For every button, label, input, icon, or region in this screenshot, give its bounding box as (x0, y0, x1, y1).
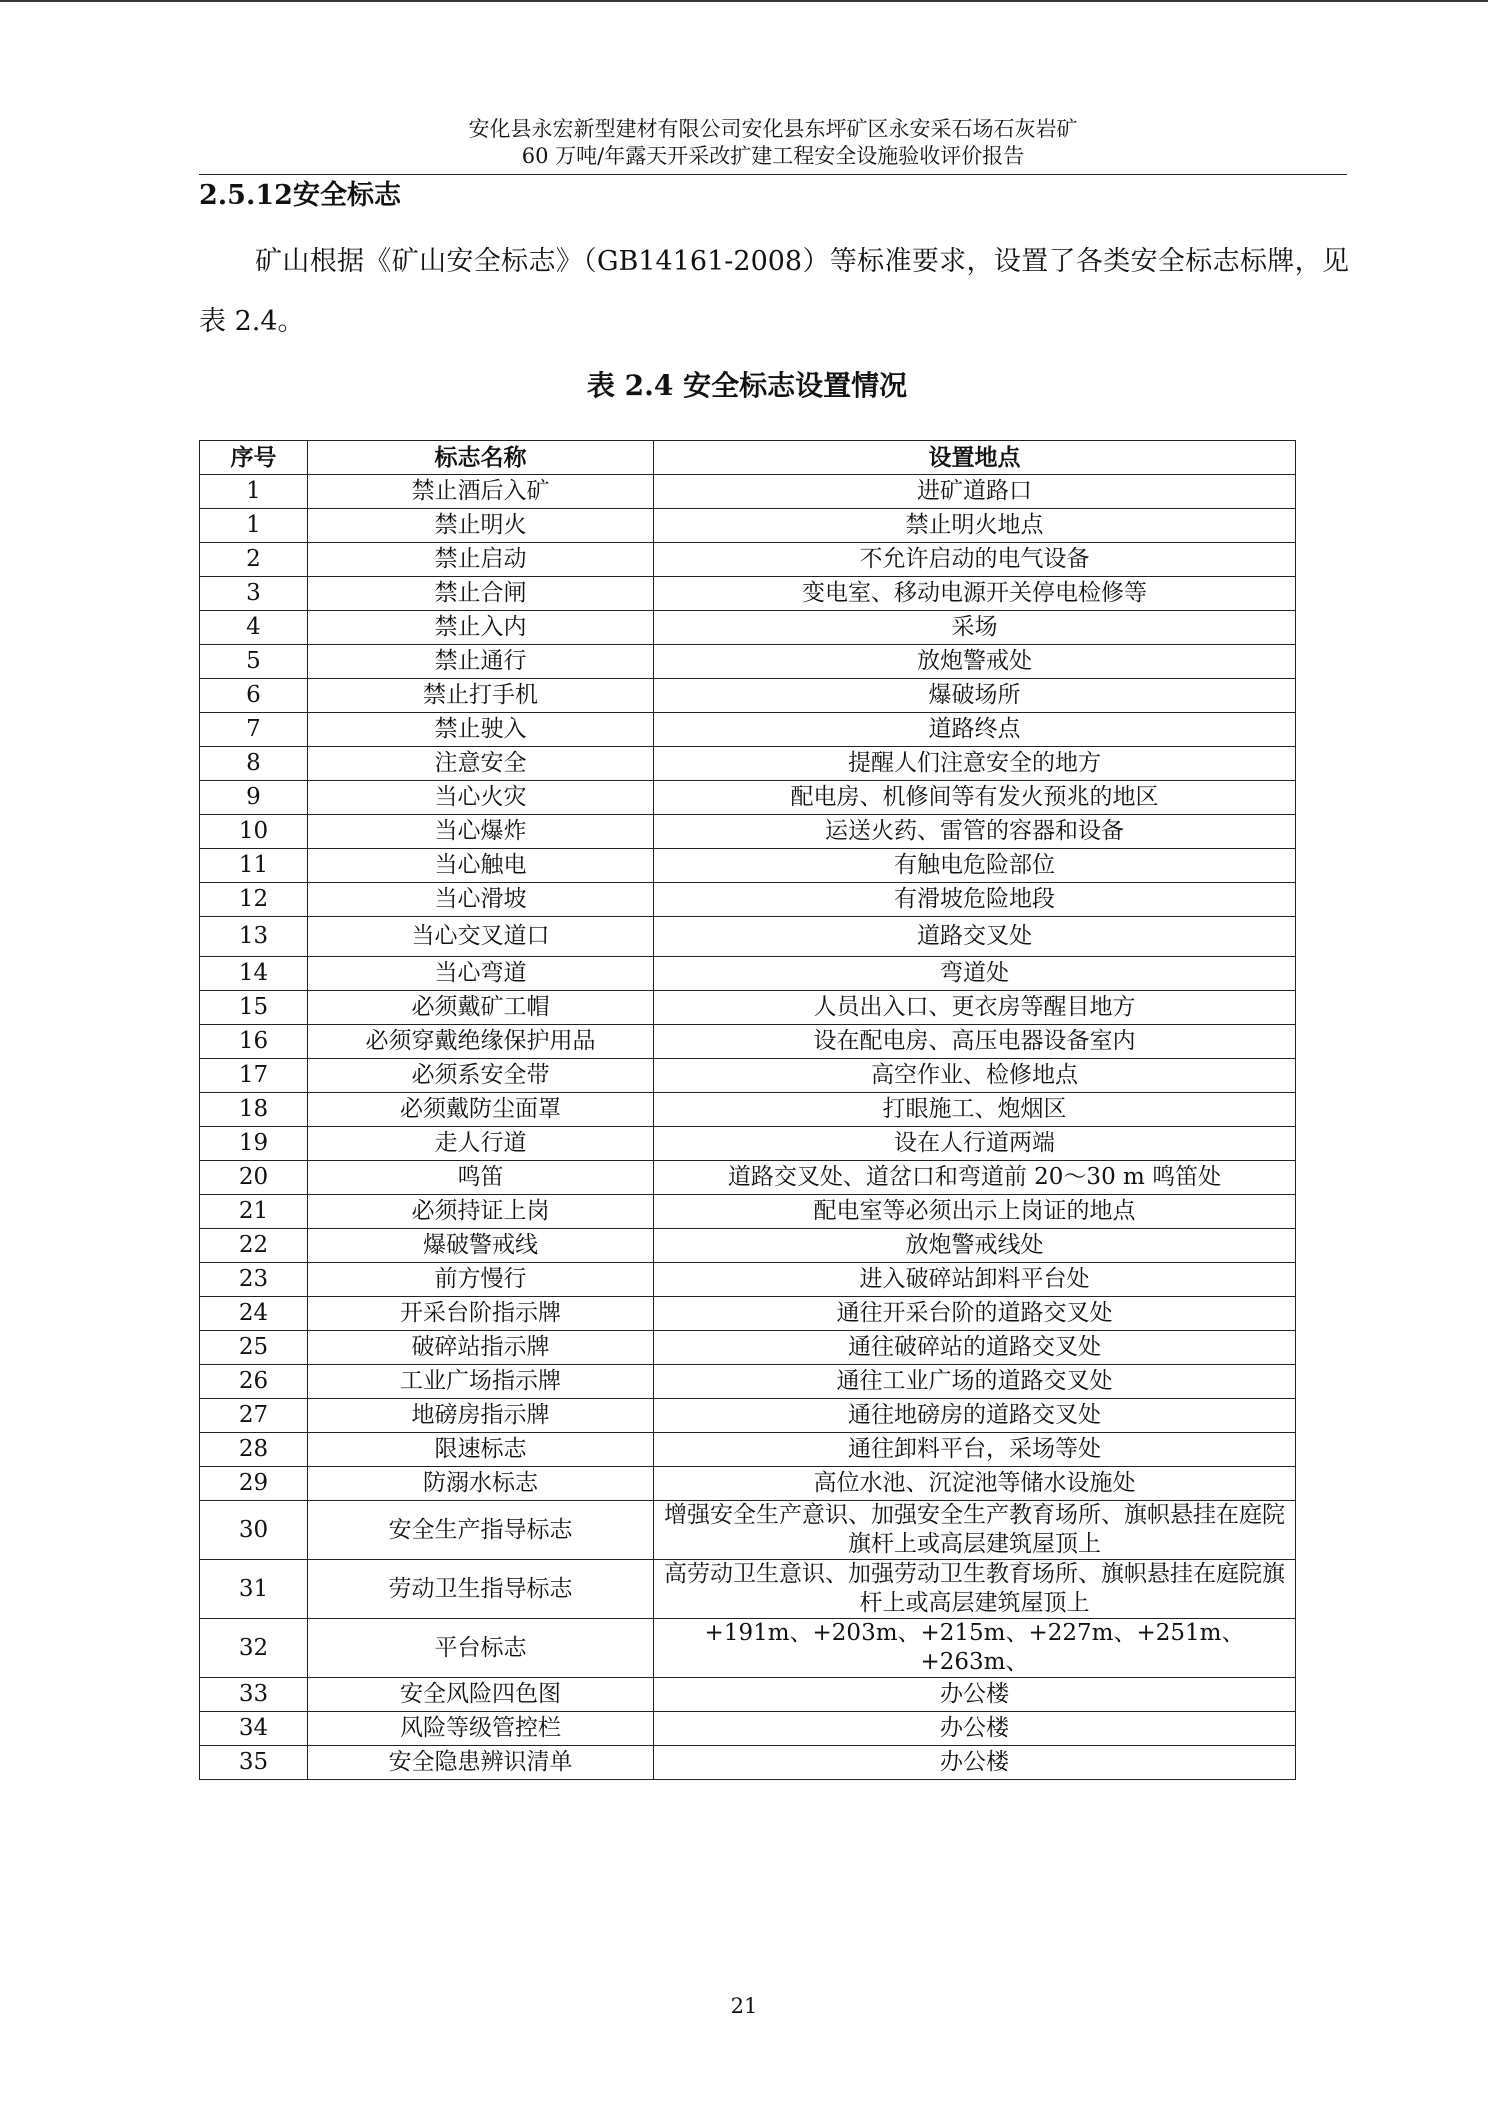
cell-sign-name: 安全风险四色图 (308, 1678, 654, 1712)
cell-sign-name: 前方慢行 (308, 1263, 654, 1297)
cell-number: 8 (200, 747, 308, 781)
cell-sign-name: 禁止驶入 (308, 713, 654, 747)
cell-sign-name: 开采台阶指示牌 (308, 1297, 654, 1331)
table-row (200, 747, 1296, 781)
cell-sign-name: 注意安全 (308, 747, 654, 781)
table-row (200, 1093, 1296, 1127)
table-row (200, 883, 1296, 917)
table-row (200, 1619, 1296, 1678)
cell-sign-name: 禁止合闸 (308, 577, 654, 611)
cell-number: 17 (200, 1059, 308, 1093)
table-row (200, 1195, 1296, 1229)
cell-location: 高劳动卫生意识、加强劳动卫生教育场所、旗帜悬挂在庭院旗杆上或高层建筑屋顶上 (654, 1560, 1296, 1619)
table-row (200, 645, 1296, 679)
cell-sign-name: 禁止启动 (308, 543, 654, 577)
cell-number: 25 (200, 1331, 308, 1365)
table-row (200, 1229, 1296, 1263)
cell-location: 放炮警戒处 (654, 645, 1296, 679)
table-row (200, 577, 1296, 611)
cell-number: 3 (200, 577, 308, 611)
table-row (200, 509, 1296, 543)
table-row (200, 815, 1296, 849)
cell-sign-name: 破碎站指示牌 (308, 1331, 654, 1365)
cell-location: 通往开采台阶的道路交叉处 (654, 1297, 1296, 1331)
cell-location: 增强安全生产意识、加强安全生产教育场所、旗帜悬挂在庭院旗杆上或高层建筑屋顶上 (654, 1501, 1296, 1560)
cell-sign-name: 禁止明火 (308, 509, 654, 543)
cell-sign-name: 必须穿戴绝缘保护用品 (308, 1025, 654, 1059)
cell-number: 28 (200, 1433, 308, 1467)
cell-number: 23 (200, 1263, 308, 1297)
table-row (200, 1331, 1296, 1365)
cell-number: 2 (200, 543, 308, 577)
cell-sign-name: 地磅房指示牌 (308, 1399, 654, 1433)
cell-number: 29 (200, 1467, 308, 1501)
cell-location: 爆破场所 (654, 679, 1296, 713)
cell-number: 11 (200, 849, 308, 883)
table-row (200, 713, 1296, 747)
cell-number: 5 (200, 645, 308, 679)
cell-location: 禁止明火地点 (654, 509, 1296, 543)
safety-sign-table (199, 440, 1296, 1780)
table-row (200, 957, 1296, 991)
cell-number: 26 (200, 1365, 308, 1399)
cell-sign-name: 平台标志 (308, 1619, 654, 1678)
cell-location: 道路交叉处、道岔口和弯道前 20～30 m 鸣笛处 (654, 1161, 1296, 1195)
cell-number: 13 (200, 917, 308, 957)
header-divider (199, 174, 1347, 175)
cell-sign-name: 禁止入内 (308, 611, 654, 645)
cell-number: 33 (200, 1678, 308, 1712)
cell-location: 弯道处 (654, 957, 1296, 991)
table-row (200, 1399, 1296, 1433)
table-row (200, 1746, 1296, 1780)
table-row (200, 1501, 1296, 1560)
header-cell-sign-name: 标志名称 (308, 441, 654, 475)
cell-location: 变电室、移动电源开关停电检修等 (654, 577, 1296, 611)
table-row (200, 679, 1296, 713)
table-row (200, 1161, 1296, 1195)
cell-sign-name: 安全生产指导标志 (308, 1501, 654, 1560)
header-line-2: 60 万吨/年露天开采改扩建工程安全设施验收评价报告 (521, 144, 1025, 168)
cell-sign-name: 必须戴矿工帽 (308, 991, 654, 1025)
cell-sign-name: 风险等级管控栏 (308, 1712, 654, 1746)
table-caption: 表 2.4 安全标志设置情况 (586, 369, 908, 402)
cell-location: 高空作业、检修地点 (654, 1059, 1296, 1093)
cell-number: 1 (200, 475, 308, 509)
cell-number: 4 (200, 611, 308, 645)
cell-sign-name: 劳动卫生指导标志 (308, 1560, 654, 1619)
cell-number: 14 (200, 957, 308, 991)
cell-sign-name: 鸣笛 (308, 1161, 654, 1195)
header-cell-location: 设置地点 (654, 441, 1296, 475)
cell-sign-name: 必须戴防尘面罩 (308, 1093, 654, 1127)
cell-number: 22 (200, 1229, 308, 1263)
cell-number: 30 (200, 1501, 308, 1560)
header-cell-number: 序号 (200, 441, 308, 475)
cell-number: 15 (200, 991, 308, 1025)
cell-location: 道路交叉处 (654, 917, 1296, 957)
cell-location: 进矿道路口 (654, 475, 1296, 509)
cell-sign-name: 禁止通行 (308, 645, 654, 679)
table-row (200, 543, 1296, 577)
table-row (200, 1365, 1296, 1399)
table-row (200, 1297, 1296, 1331)
cell-sign-name: 当心爆炸 (308, 815, 654, 849)
table-row (200, 1433, 1296, 1467)
cell-number: 19 (200, 1127, 308, 1161)
cell-number: 9 (200, 781, 308, 815)
table-row (200, 1127, 1296, 1161)
table-row (200, 611, 1296, 645)
cell-location: 通往工业广场的道路交叉处 (654, 1365, 1296, 1399)
cell-location: +191m、+203m、+215m、+227m、+251m、+263m、 (654, 1619, 1296, 1678)
cell-sign-name: 当心触电 (308, 849, 654, 883)
cell-location: 不允许启动的电气设备 (654, 543, 1296, 577)
section-title: 2.5.12安全标志 (199, 180, 401, 211)
document-header (199, 116, 1347, 170)
cell-location: 放炮警戒线处 (654, 1229, 1296, 1263)
cell-sign-name: 当心弯道 (308, 957, 654, 991)
cell-location: 高位水池、沉淀池等储水设施处 (654, 1467, 1296, 1501)
table-row (200, 1025, 1296, 1059)
table-row (200, 781, 1296, 815)
section-paragraph: 矿山根据《矿山安全标志》（GB14161-2008）等标准要求，设置了各类安全标志标牌，见表 2.4。 (199, 246, 1349, 337)
table-body (200, 475, 1296, 1780)
cell-number: 7 (200, 713, 308, 747)
cell-location: 人员出入口、更衣房等醒目地方 (654, 991, 1296, 1025)
table-row (200, 1263, 1296, 1297)
table-row (200, 1712, 1296, 1746)
cell-location: 有触电危险部位 (654, 849, 1296, 883)
cell-location: 道路终点 (654, 713, 1296, 747)
table-row (200, 917, 1296, 957)
header-line-1: 安化县永宏新型建材有限公司安化县东坪矿区永安采石场石灰岩矿 (468, 117, 1078, 141)
cell-number: 18 (200, 1093, 308, 1127)
cell-number: 27 (200, 1399, 308, 1433)
cell-location: 通往破碎站的道路交叉处 (654, 1331, 1296, 1365)
cell-number: 35 (200, 1746, 308, 1780)
cell-location: 进入破碎站卸料平台处 (654, 1263, 1296, 1297)
table-header-row (200, 441, 1296, 475)
cell-number: 34 (200, 1712, 308, 1746)
cell-location: 运送火药、雷管的容器和设备 (654, 815, 1296, 849)
cell-number: 21 (200, 1195, 308, 1229)
cell-sign-name: 禁止酒后入矿 (308, 475, 654, 509)
top-border (0, 0, 1488, 2)
cell-number: 31 (200, 1560, 308, 1619)
table-row (200, 1059, 1296, 1093)
cell-location: 通往地磅房的道路交叉处 (654, 1399, 1296, 1433)
cell-number: 24 (200, 1297, 308, 1331)
cell-location: 提醒人们注意安全的地方 (654, 747, 1296, 781)
cell-sign-name: 禁止打手机 (308, 679, 654, 713)
cell-sign-name: 走人行道 (308, 1127, 654, 1161)
cell-sign-name: 必须系安全带 (308, 1059, 654, 1093)
cell-number: 12 (200, 883, 308, 917)
cell-sign-name: 当心交叉道口 (308, 917, 654, 957)
table-row (200, 475, 1296, 509)
cell-location: 配电房、机修间等有发火预兆的地区 (654, 781, 1296, 815)
table-row (200, 1560, 1296, 1619)
cell-number: 1 (200, 509, 308, 543)
table-row (200, 991, 1296, 1025)
cell-sign-name: 当心滑坡 (308, 883, 654, 917)
cell-sign-name: 工业广场指示牌 (308, 1365, 654, 1399)
cell-number: 16 (200, 1025, 308, 1059)
cell-location: 打眼施工、炮烟区 (654, 1093, 1296, 1127)
cell-location: 设在人行道两端 (654, 1127, 1296, 1161)
cell-number: 32 (200, 1619, 308, 1678)
cell-number: 10 (200, 815, 308, 849)
cell-location: 通往卸料平台，采场等处 (654, 1433, 1296, 1467)
cell-number: 20 (200, 1161, 308, 1195)
cell-sign-name: 必须持证上岗 (308, 1195, 654, 1229)
cell-number: 6 (200, 679, 308, 713)
cell-sign-name: 防溺水标志 (308, 1467, 654, 1501)
cell-sign-name: 限速标志 (308, 1433, 654, 1467)
cell-sign-name: 安全隐患辨识清单 (308, 1746, 654, 1780)
cell-location: 办公楼 (654, 1712, 1296, 1746)
cell-location: 办公楼 (654, 1678, 1296, 1712)
cell-location: 配电室等必须出示上岗证的地点 (654, 1195, 1296, 1229)
cell-sign-name: 当心火灾 (308, 781, 654, 815)
table-row (200, 1678, 1296, 1712)
cell-location: 有滑坡危险地段 (654, 883, 1296, 917)
page-number: 21 (730, 1994, 758, 2018)
table-row (200, 849, 1296, 883)
cell-location: 设在配电房、高压电器设备室内 (654, 1025, 1296, 1059)
cell-location: 采场 (654, 611, 1296, 645)
cell-location: 办公楼 (654, 1746, 1296, 1780)
cell-sign-name: 爆破警戒线 (308, 1229, 654, 1263)
table-row (200, 1467, 1296, 1501)
